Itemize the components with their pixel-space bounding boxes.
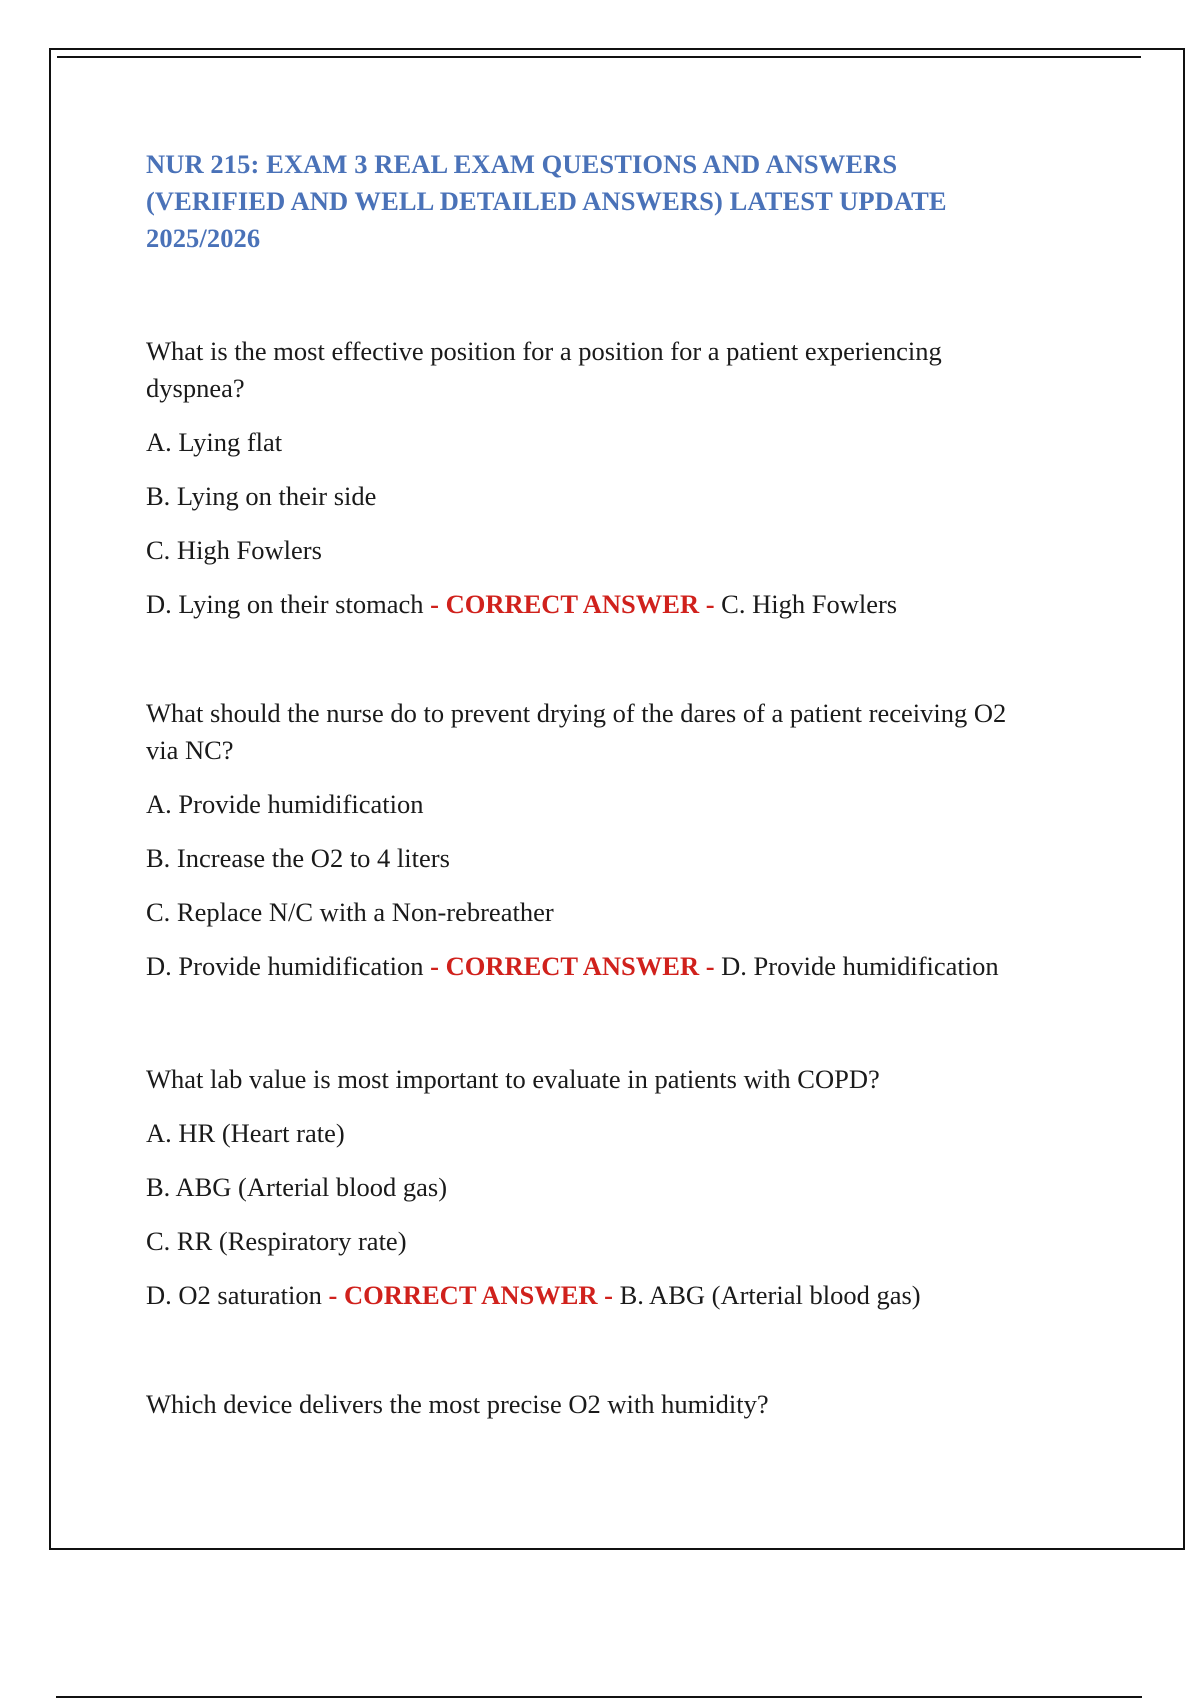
top-rule — [57, 56, 1141, 58]
document-body — [146, 146, 1076, 1423]
answer-option: A. HR (Heart rate) — [146, 1118, 345, 1148]
answer-option-text: D. Provide humidification — [146, 951, 424, 981]
separator: - — [604, 1280, 613, 1310]
answer-option: A. Lying flat — [146, 427, 283, 457]
correct-answer-label: CORRECT ANSWER — [343, 1280, 598, 1310]
answer-options — [146, 1115, 1076, 1314]
correct-answer-value: C. High Fowlers — [721, 589, 898, 619]
title-line-1: NUR 215: EXAM 3 REAL EXAM QUESTIONS AND ANSWERS — [146, 149, 898, 179]
correct-answer-value: B. ABG (Arterial blood gas) — [619, 1280, 921, 1310]
question-text-line: What is the most effective position for a position for a patient experiencing — [146, 336, 942, 366]
question-text-line: What should the nurse do to prevent drying of the dares of a patient receiving O2 — [146, 698, 1007, 728]
answer-option-text: D. O2 saturation — [146, 1280, 322, 1310]
answer-options — [146, 424, 1076, 623]
question-text-line: What lab value is most important to evaluate in patients with COPD? — [146, 1064, 880, 1094]
separator: - — [705, 951, 715, 981]
correct-answer-label: CORRECT ANSWER — [445, 589, 700, 619]
answer-option: B. Lying on their side — [146, 481, 377, 511]
question-text — [146, 695, 1076, 769]
correct-answer-label: CORRECT ANSWER — [445, 951, 700, 981]
separator: - — [430, 951, 439, 981]
answer-option-with-key — [146, 586, 1076, 623]
question-text — [146, 333, 1076, 407]
separator: - — [430, 589, 439, 619]
title-line-2: (VERIFIED AND WELL DETAILED ANSWERS) LATEST UPDATE — [146, 186, 947, 216]
document-title — [146, 146, 1076, 257]
question-block — [146, 1061, 1076, 1314]
correct-answer-value: D. Provide humidification — [721, 951, 999, 981]
question-text-line: dyspnea? — [146, 373, 245, 403]
answer-option: B. ABG (Arterial blood gas) — [146, 1172, 448, 1202]
bottom-rule — [56, 1696, 1142, 1698]
answer-option: C. Replace N/C with a Non-rebreather — [146, 897, 554, 927]
answer-option: B. Increase the O2 to 4 liters — [146, 843, 450, 873]
separator: - — [705, 589, 715, 619]
separator: - — [328, 1280, 338, 1310]
question-text — [146, 1386, 1076, 1423]
answer-option-text: D. Lying on their stomach — [146, 589, 424, 619]
answer-options — [146, 786, 1076, 985]
title-line-3: 2025/2026 — [146, 223, 261, 253]
question-block — [146, 695, 1076, 985]
answer-option: C. High Fowlers — [146, 535, 322, 565]
question-text-line: Which device delivers the most precise O2 with humidity? — [146, 1389, 769, 1419]
answer-option: C. RR (Respiratory rate) — [146, 1226, 407, 1256]
answer-option-with-key — [146, 1277, 1076, 1314]
question-block — [146, 1386, 1076, 1423]
question-block — [146, 333, 1076, 623]
answer-option: A. Provide humidification — [146, 789, 424, 819]
question-text-line: via NC? — [146, 735, 234, 765]
answer-option-with-key — [146, 948, 1076, 985]
question-text — [146, 1061, 1076, 1098]
